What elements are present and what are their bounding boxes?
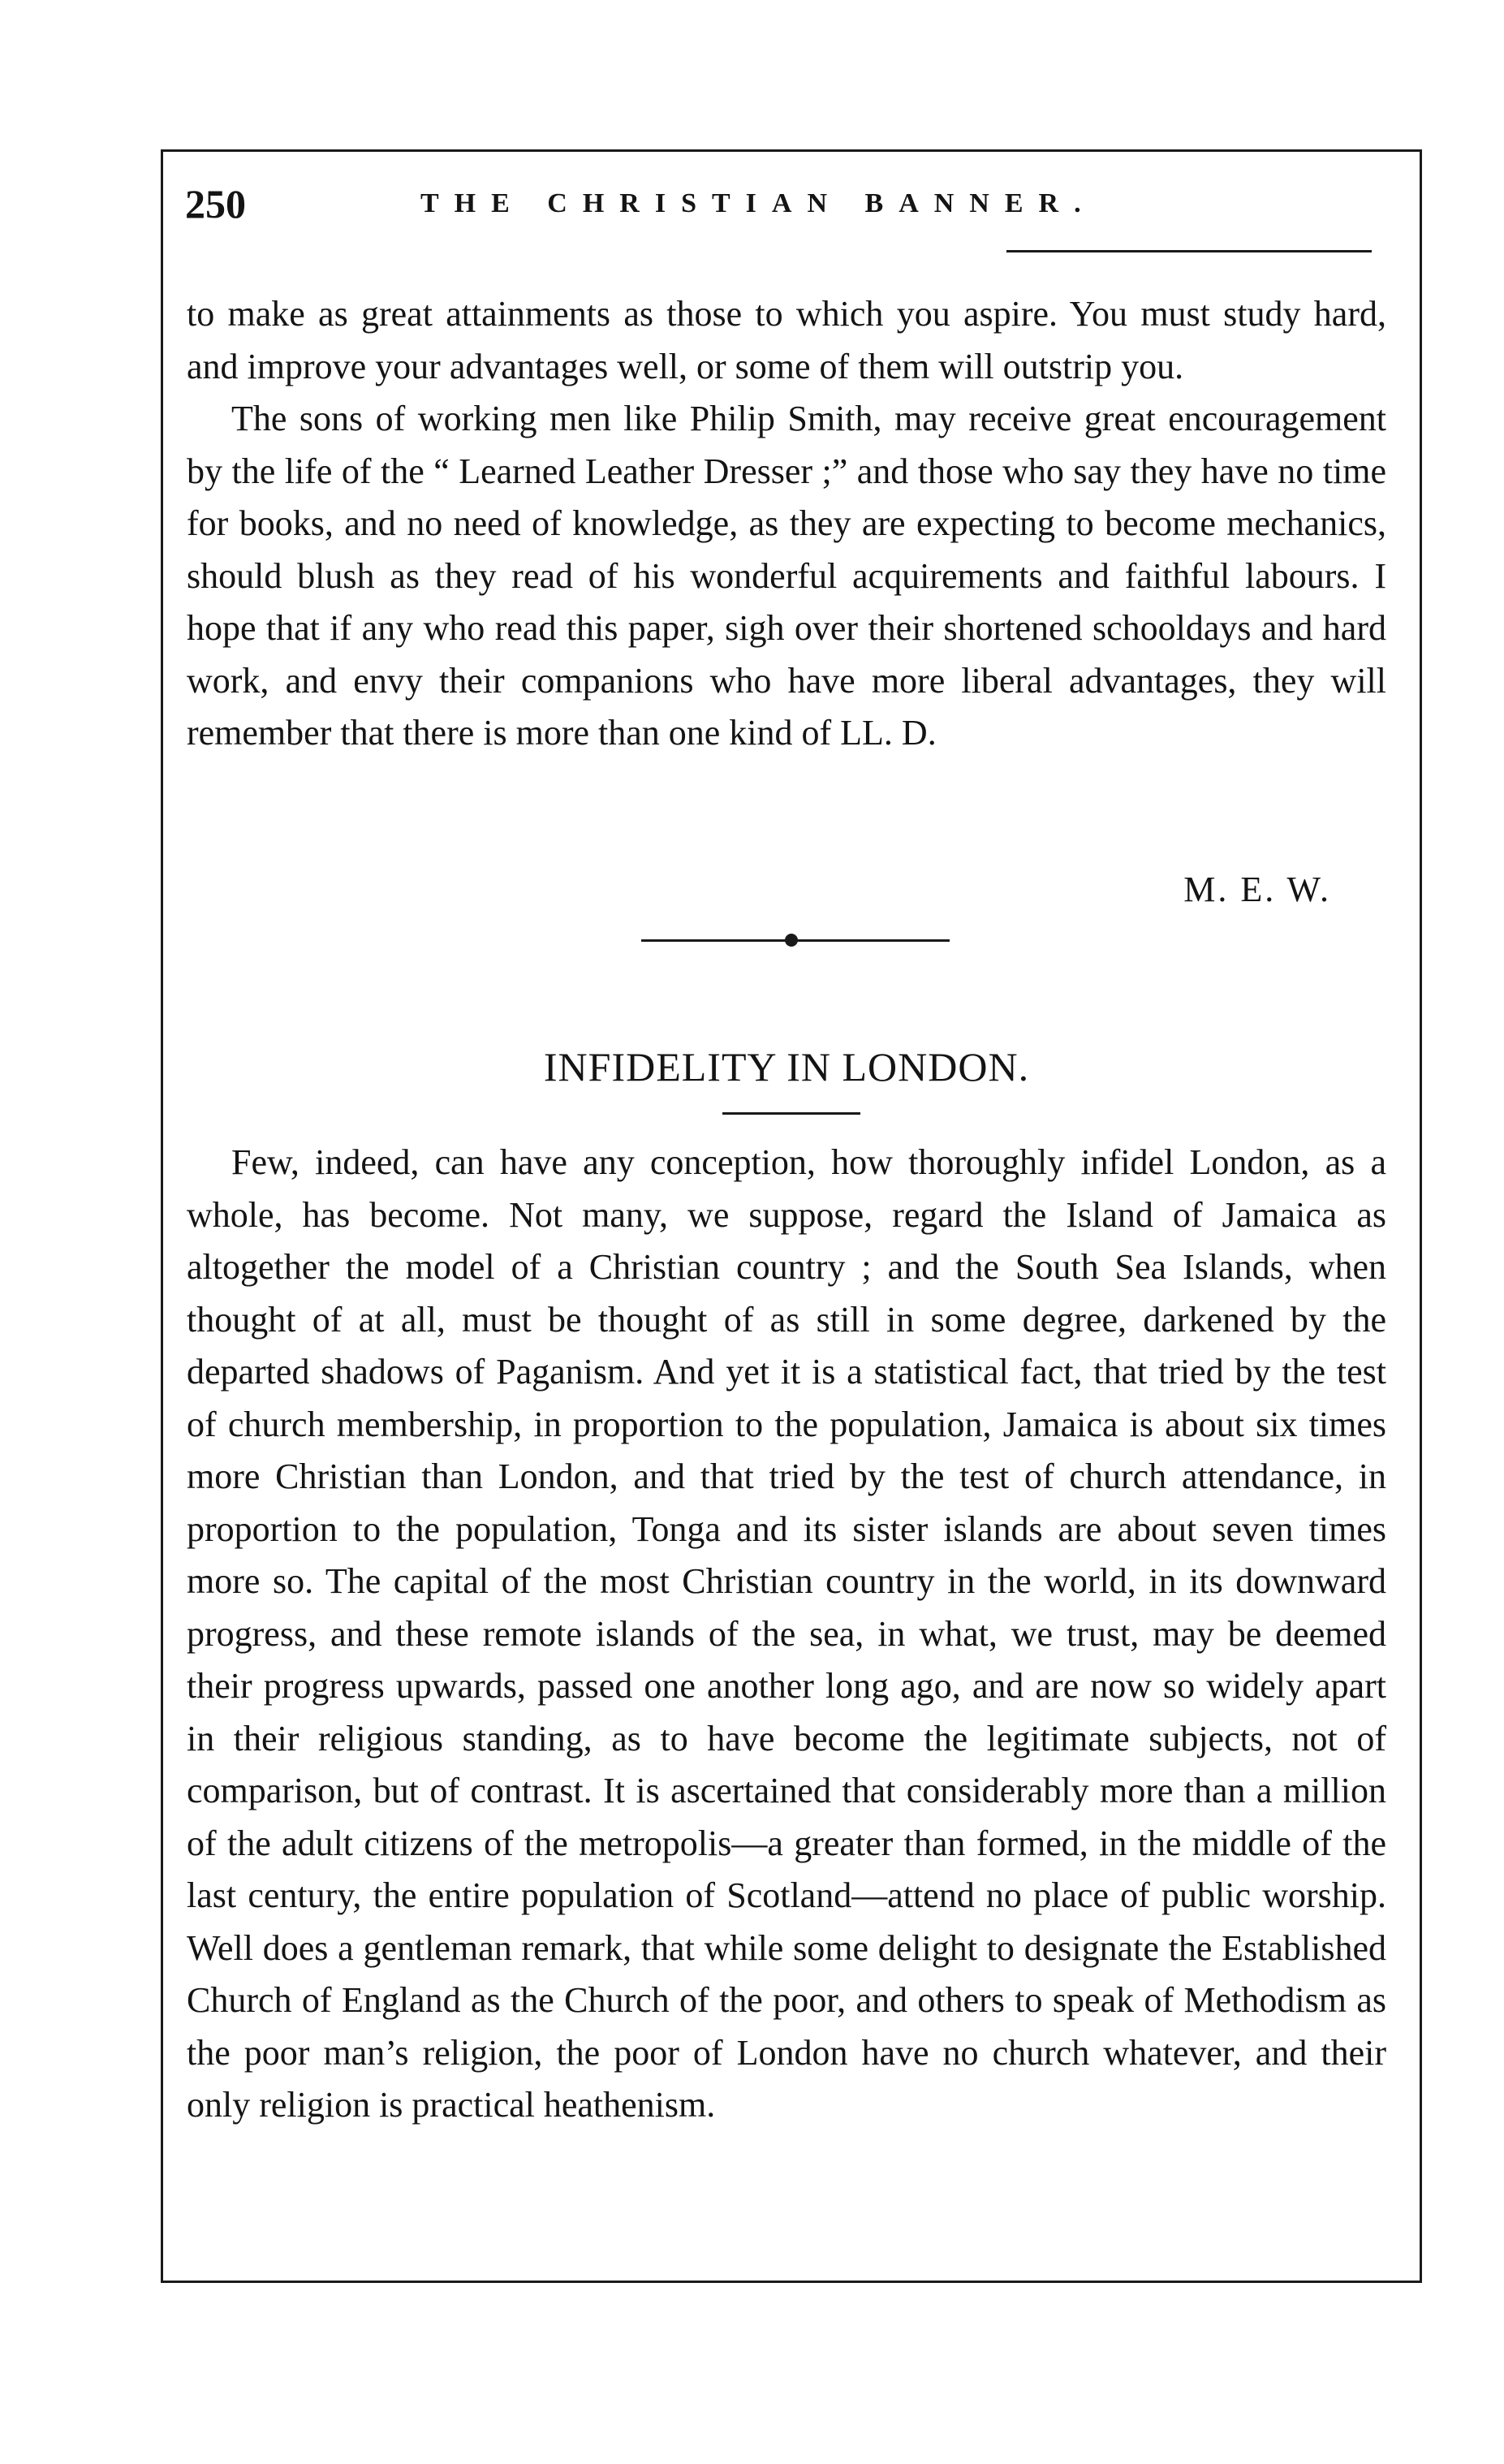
page-header — [185, 180, 1386, 237]
title-rule — [722, 1112, 860, 1115]
article-title: INFIDELITY IN LONDON. — [543, 1044, 1030, 1090]
running-head: THE CHRISTIAN BANNER. — [420, 188, 1097, 218]
article-paragraph: Few, indeed, can have any conception, how thoroughly infidel London, as a whole, has become. Not many, we suppose, regard the Island of Jamaica as altogether the model of a Christian country ; and the South Sea Islands, when thought of at all, must be thought of as still in some degree, darkened by the departed shadows of Paganism. And yet it is a statistical fact, that tried by the test of church membership, in proportion to the population, Jamaica is about six times more Christian than London, and that tried by the test of church attendance, in proportion to the population, Tonga and its sister islands are about seven times more so. The capital of the most Christian country in the world, in its downward progress, and these remote islands of the sea, in what, we trust, may be deemed their progress upwards, passed one another long ago, and are now so widely apart in their religious standing, as to have become the legitimate subjects, not of comparison, but of contrast. It is ascertained that considerably more than a million of the adult citizens of the metropolis—a greater than formed, in the middle of the last century, the entire population of Scotland—attend no place of public worship. Well does a gentleman remark, that while some delight to designate the Established Church of England as the Church of the poor, and others to speak of Methodism as the poor man’s religion, the poor of London have no church whatever, and their only religion is practical heathenism. — [187, 1142, 1386, 2125]
header-rule — [1006, 250, 1372, 252]
section-divider — [641, 932, 950, 948]
signature: M. E. W. — [1183, 870, 1331, 909]
article-text — [187, 1137, 1386, 2132]
letter-text — [187, 288, 1386, 760]
letter-paragraph-2: The sons of working men like Philip Smith, may receive great encouragement by the life of the “ Learned Leather Dresser ;” and those who say they have no time for books, and no need of knowledge, as they are expecting to become mechanics, should blush as they read of his wonderful acquirements and faithful labours. I hope that if any who read this paper, sigh over their shortened schooldays and hard work, and envy their companions who have more liberal advantages, they will remember that there is more than one kind of LL. D. — [187, 399, 1386, 753]
letter-paragraph-1: to make as great attainments as those to which you aspire. You must study hard, and improve your advantages well, or some of them will outstrip you. — [187, 294, 1386, 386]
page-number: 250 — [185, 181, 246, 227]
